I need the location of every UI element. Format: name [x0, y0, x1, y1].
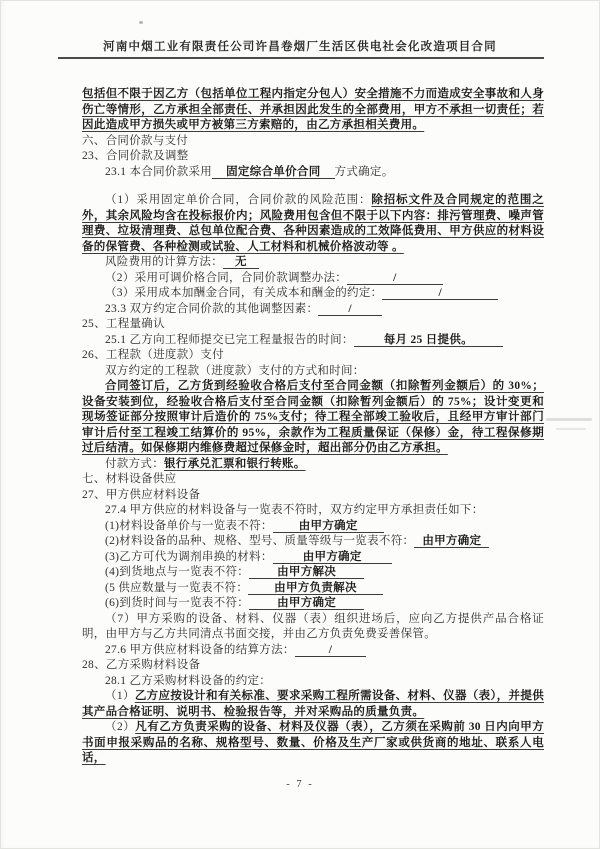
payment-method: [82, 457, 544, 473]
clause-27-6: [82, 643, 544, 659]
clause-22-continuation: [82, 87, 544, 134]
clause-28-1-item-1-text: 乙方应按设计和有关标准、要求采购工程所需设备、材料、仪器（表），并提供其产品合格证明、说明书、检验报告等，并对采购品的质量负责。: [82, 690, 544, 718]
clause-27-4-item-6-value: 由甲方确定: [249, 597, 364, 610]
clause-27-4-item-6-label: (6)到货时间与一览表不符：: [105, 597, 250, 609]
clause-23-item-2: [82, 271, 544, 287]
clause-27-4-item-7: （7）甲方采购的设备、材料、仪器（表）组织进场后，应向乙方提供产品合格证明，由甲方与乙方共同清点书面交接，并由乙方负责免费妥善保管。: [82, 612, 544, 640]
clause-28-1-item-1-label: （1）: [105, 690, 135, 702]
clause-27-6-label: 27.6 甲方供应材料设备的结算方法：: [105, 643, 295, 656]
header-rule: [58, 57, 544, 59]
clause-27-4-item-3-label: (3)乙方可代为调剂串换的材料：: [105, 550, 273, 563]
clause-28-1-item-2: [82, 720, 544, 767]
clause-22-fill-text: 包括但不限于因乙方（包括单位工程内指定分包人）安全措施不力而造成安全事故和人身伤亡等情形，乙方承担全部责任、并承担因此发生的全部费用，甲方不承担一切责任；若因此造成甲方损失或甲方被第三方索赔的，由乙方承担相关费用。: [82, 88, 544, 131]
clause-25-heading: 25、工程量确认: [82, 318, 165, 330]
clause-27-4-item-4: [82, 565, 544, 581]
clause-28-1-item-2-label: （2）: [105, 721, 136, 733]
clause-23-3-value: /: [318, 303, 382, 316]
clause-27-4-item-6: [82, 596, 544, 612]
clause-26-intro: 双方约定的工程款（进度款）支付的方式和时间：: [105, 364, 365, 377]
page-number: - 7 -: [286, 779, 314, 790]
scan-artifact-smudge: [556, 428, 586, 430]
blank-line: [82, 180, 544, 193]
clause-23-1-suffix: 方式确定。: [334, 165, 394, 178]
clause-28-1-intro: 28.1 乙方采购材料设备的约定：: [105, 674, 272, 687]
payment-method-value: 银行承兑汇票和银行转账。: [164, 457, 306, 470]
section-6-heading: 六、合同价款与支付: [82, 134, 189, 147]
clause-23-1-label: 23.1 本合同价款采用: [105, 165, 213, 178]
document-header-title: 河南中烟工业有限责任公司许昌卷烟厂生活区供电社会化改造项目合同: [103, 41, 497, 53]
clause-27-4-item-4-value: 由甲方解决: [249, 566, 364, 579]
clause-26-heading: 26、工程款（进度款）支付: [82, 349, 224, 361]
clause-23-item-2-label: （2）采用可调价格合同，合同价款调整办法：: [105, 271, 348, 284]
clause-25-1-value: 每月 25 日提供。: [354, 334, 503, 347]
risk-fee-method-label: 风险费用的计算方法：: [105, 256, 223, 268]
clause-27-4-item-2: [82, 534, 544, 550]
scan-artifact-smudge: [546, 418, 592, 421]
clause-25-1-label: 25.1 乙方向工程师提交已完工程量报告的时间：: [105, 333, 354, 346]
clause-23-3-label: 23.3 双方约定合同价款的其他调整因素：: [105, 302, 319, 315]
clause-27-4-item-1: [82, 519, 544, 535]
clause-23-1-value: 固定综合单价合同: [212, 166, 334, 179]
clause-23-item-3-label: （3）采用成本加酬金合同，有关成本和酬金的约定：: [105, 287, 383, 299]
clause-28-1-item-2-text: 凡有乙方负责采购的设备、材料及仪器（表），乙方须在采购前 30 日内向甲方书面申报采购品的名称、规格型号、数量、价格及生产厂家或供货商的地址、联系人电话，: [82, 721, 544, 764]
clause-27-heading: 27、甲方供应材料设备: [82, 488, 201, 501]
clause-23-item-1-value: 除招标文件及合同规定的范围之外，其余风险均含在投标报价内；风险费用包含但不限于以下内容：排污管理费、噪声管理费、垃圾清理费、总包单位配合费、各种因素造成的工效降低费用、甲方供应的材料设备的保管费、各种检测或试验、人工材料和机械价格波动等 。: [82, 194, 544, 253]
clause-23-item-1: [82, 193, 544, 255]
risk-fee-method: [82, 255, 544, 271]
clause-23-item-1-label: （1）采用固定单价合同，合同价款的风险范围：: [105, 194, 372, 206]
clause-27-4-item-5: [82, 581, 544, 597]
clause-27-4-item-3-value: 由甲方确定: [273, 551, 392, 564]
clause-23-item-3: [82, 286, 544, 302]
section-7-heading: 七、材料设备供应: [82, 473, 177, 485]
clause-27-4-item-4-label: (4)到货地点与一览表不符：: [105, 566, 250, 578]
scan-artifact-dot: [139, 21, 143, 24]
clause-27-4-item-1-label: (1)材料设备单价与一览表不符：: [105, 519, 273, 532]
clause-27-4-item-2-value: 由甲方确定: [414, 535, 489, 548]
payment-method-label: 付款方式：: [105, 457, 164, 470]
clause-27-4-item-1-value: 由甲方确定: [273, 520, 384, 533]
contract-body: [82, 87, 544, 767]
clause-27-4-intro: 27.4 甲方供应的材料设备与一览表不符时，双方约定甲方承担责任如下：: [105, 504, 484, 516]
clause-28-heading: 28、乙方采购材料设备: [82, 659, 201, 671]
clause-27-4-item-3: [82, 550, 544, 566]
payment-terms-paragraph: [82, 379, 544, 457]
clause-23-heading: 23、合同价款及调整: [82, 150, 189, 162]
clause-28-1-item-1: [82, 689, 544, 720]
clause-27-6-value: /: [295, 644, 367, 657]
clause-25-1: [82, 333, 544, 349]
clause-27-4-item-5-label: (5 供应数量与一览表不符：: [105, 581, 249, 594]
clause-23-3: [82, 302, 544, 318]
clause-27-4-item-5-value: 由甲方负责解决: [248, 582, 383, 595]
clause-27-4-item-2-label: (2)材料设备的品种、规格、型号、质量等级与一览表不符：: [105, 535, 415, 547]
clause-23-1: [82, 165, 544, 181]
payment-terms-fill-text: 合同签订后，乙方货到经验收合格后支付至合同金额（扣除暂列金额后）的 30%；设备安装到位，经验收合格后支付至合同金额（扣除暂列金额后）的 75%；设计变更和现场签证部分按照审计后造价的 75%支付；待工程全部竣工验收后，且经甲方审计部门审计后付至工程竣工结算价的 95%，余款作为工程质量保证（保修）金，待工程保修期过后结清。如保修期内维修费超过保修金时，超出部分仍由乙方承担。: [82, 380, 544, 454]
clause-23-item-3-value: /: [382, 287, 498, 300]
clause-23-item-2-value: /: [347, 272, 443, 285]
risk-fee-method-value: 无: [223, 256, 259, 269]
